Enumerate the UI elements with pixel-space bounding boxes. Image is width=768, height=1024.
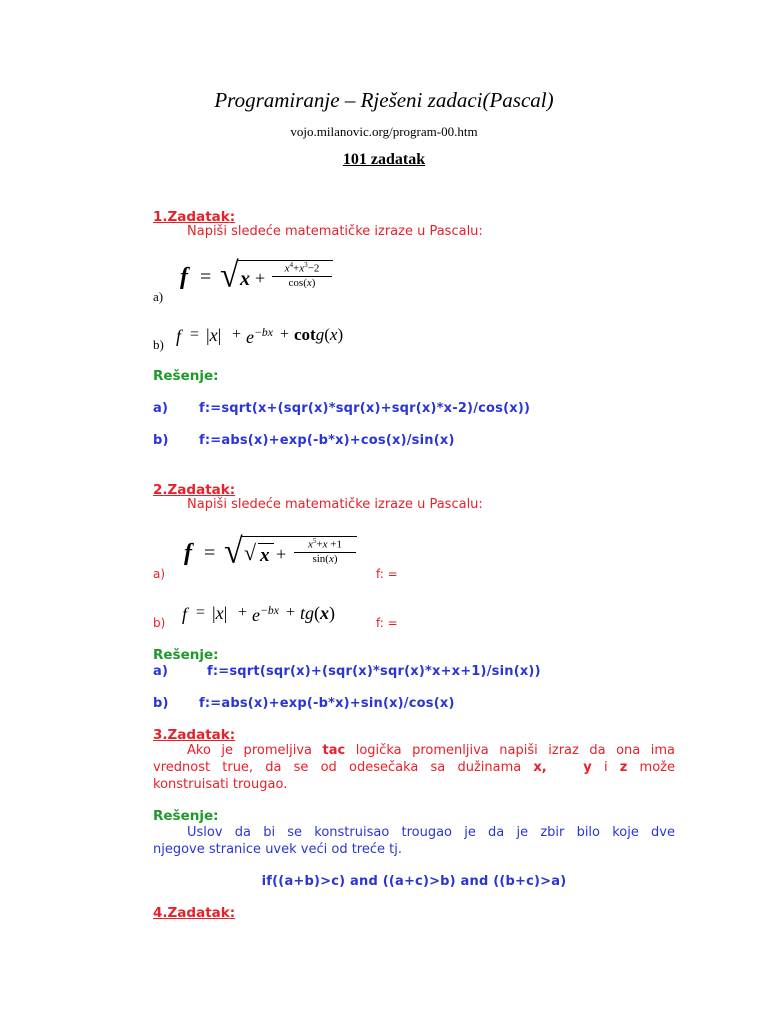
page-title: Programiranje – Rješeni zadaci(Pascal)	[214, 88, 554, 112]
task3-line1-start: Ako je promeljiva	[187, 743, 323, 758]
task3-var-x: x,	[533, 760, 547, 775]
task2-heading: 2.Zadatak:	[153, 482, 236, 498]
task2-answer-b-label: b)	[153, 696, 169, 711]
task1-formula-b: f = |x| + $e^{-bx}$ + cotg(x)	[176, 325, 344, 347]
task2-solution-heading: Rešenje:	[153, 647, 219, 663]
task3-heading: 3.Zadatak:	[153, 727, 236, 743]
task1-formula-a: f = √ x + $x^4+x^3-2$ cos(x)	[180, 256, 340, 304]
task3-variable-tac: tac	[322, 743, 346, 758]
section-subtitle: 101 zadatak	[342, 151, 426, 168]
task3-var-z: z	[619, 760, 628, 775]
task1-answer-b-label: b)	[153, 433, 169, 448]
task3-line2-i: i	[591, 760, 620, 775]
task3-solution-line1: Uslov da bi se konstruisao trougao je da je zbir bilo koje dve	[187, 825, 675, 840]
task1-solution-heading: Rešenje:	[153, 368, 219, 384]
task3-line2-end: može	[627, 760, 675, 775]
task2-label-b: b)	[153, 616, 166, 630]
task1-answer-a: f:=sqrt(x+(sqr(x)*sqr(x)+sqr(x)*x-2)/cos(x))	[199, 401, 531, 416]
task2-blank-b: f: =	[376, 616, 398, 630]
task3-line1	[153, 743, 675, 758]
task1-answer-a-label: a)	[153, 401, 169, 416]
task3-solution-line2: njegove stranice uvek veći od treće tj.	[153, 842, 402, 857]
task3-line2	[153, 760, 675, 775]
task4-heading: 4.Zadatak:	[153, 905, 236, 921]
task1-text: Napiši sledeće matematičke izraze u Pascalu:	[187, 224, 483, 239]
task1-answer-b: f:=abs(x)+exp(-b*x)+cos(x)/sin(x)	[199, 433, 455, 448]
task3-line2-start: vrednost true, da se od odesečaka sa dužinama	[153, 760, 534, 775]
task1-heading: 1.Zadatak:	[153, 209, 236, 225]
source-url: vojo.milanovic.org/program-00.htm	[290, 124, 478, 139]
task3-line3: konstruisati trougao.	[153, 777, 288, 792]
task2-text: Napiši sledeće matematičke izraze u Pascalu:	[187, 497, 483, 512]
task2-label-a: a)	[153, 567, 166, 581]
task3-solution-heading: Rešenje:	[153, 808, 219, 824]
task3-line1-end: logička promenljiva napiši izraz da ona ima	[345, 743, 676, 758]
task2-answer-a: f:=sqrt(sqr(x)+(sqr(x)*sqr(x)*x+x+1)/sin(x))	[207, 664, 541, 679]
task3-var-y: y	[583, 760, 592, 775]
task2-formula-a: f = √ √ x + $x^5+x +1$ sin(x)	[184, 532, 360, 580]
task3-condition: if((a+b)>c) and ((a+c)>b) and ((b+c)>a)	[261, 874, 567, 889]
task2-blank-a: f: =	[376, 567, 398, 581]
task2-answer-b: f:=abs(x)+exp(-b*x)+sin(x)/cos(x)	[199, 696, 455, 711]
task1-label-a: a)	[153, 289, 164, 304]
task2-answer-a-label: a)	[153, 664, 169, 679]
task2-formula-b: f = |x| + $e^{-bx}$ + tg(x)	[182, 603, 336, 625]
task1-label-b: b)	[153, 337, 164, 352]
